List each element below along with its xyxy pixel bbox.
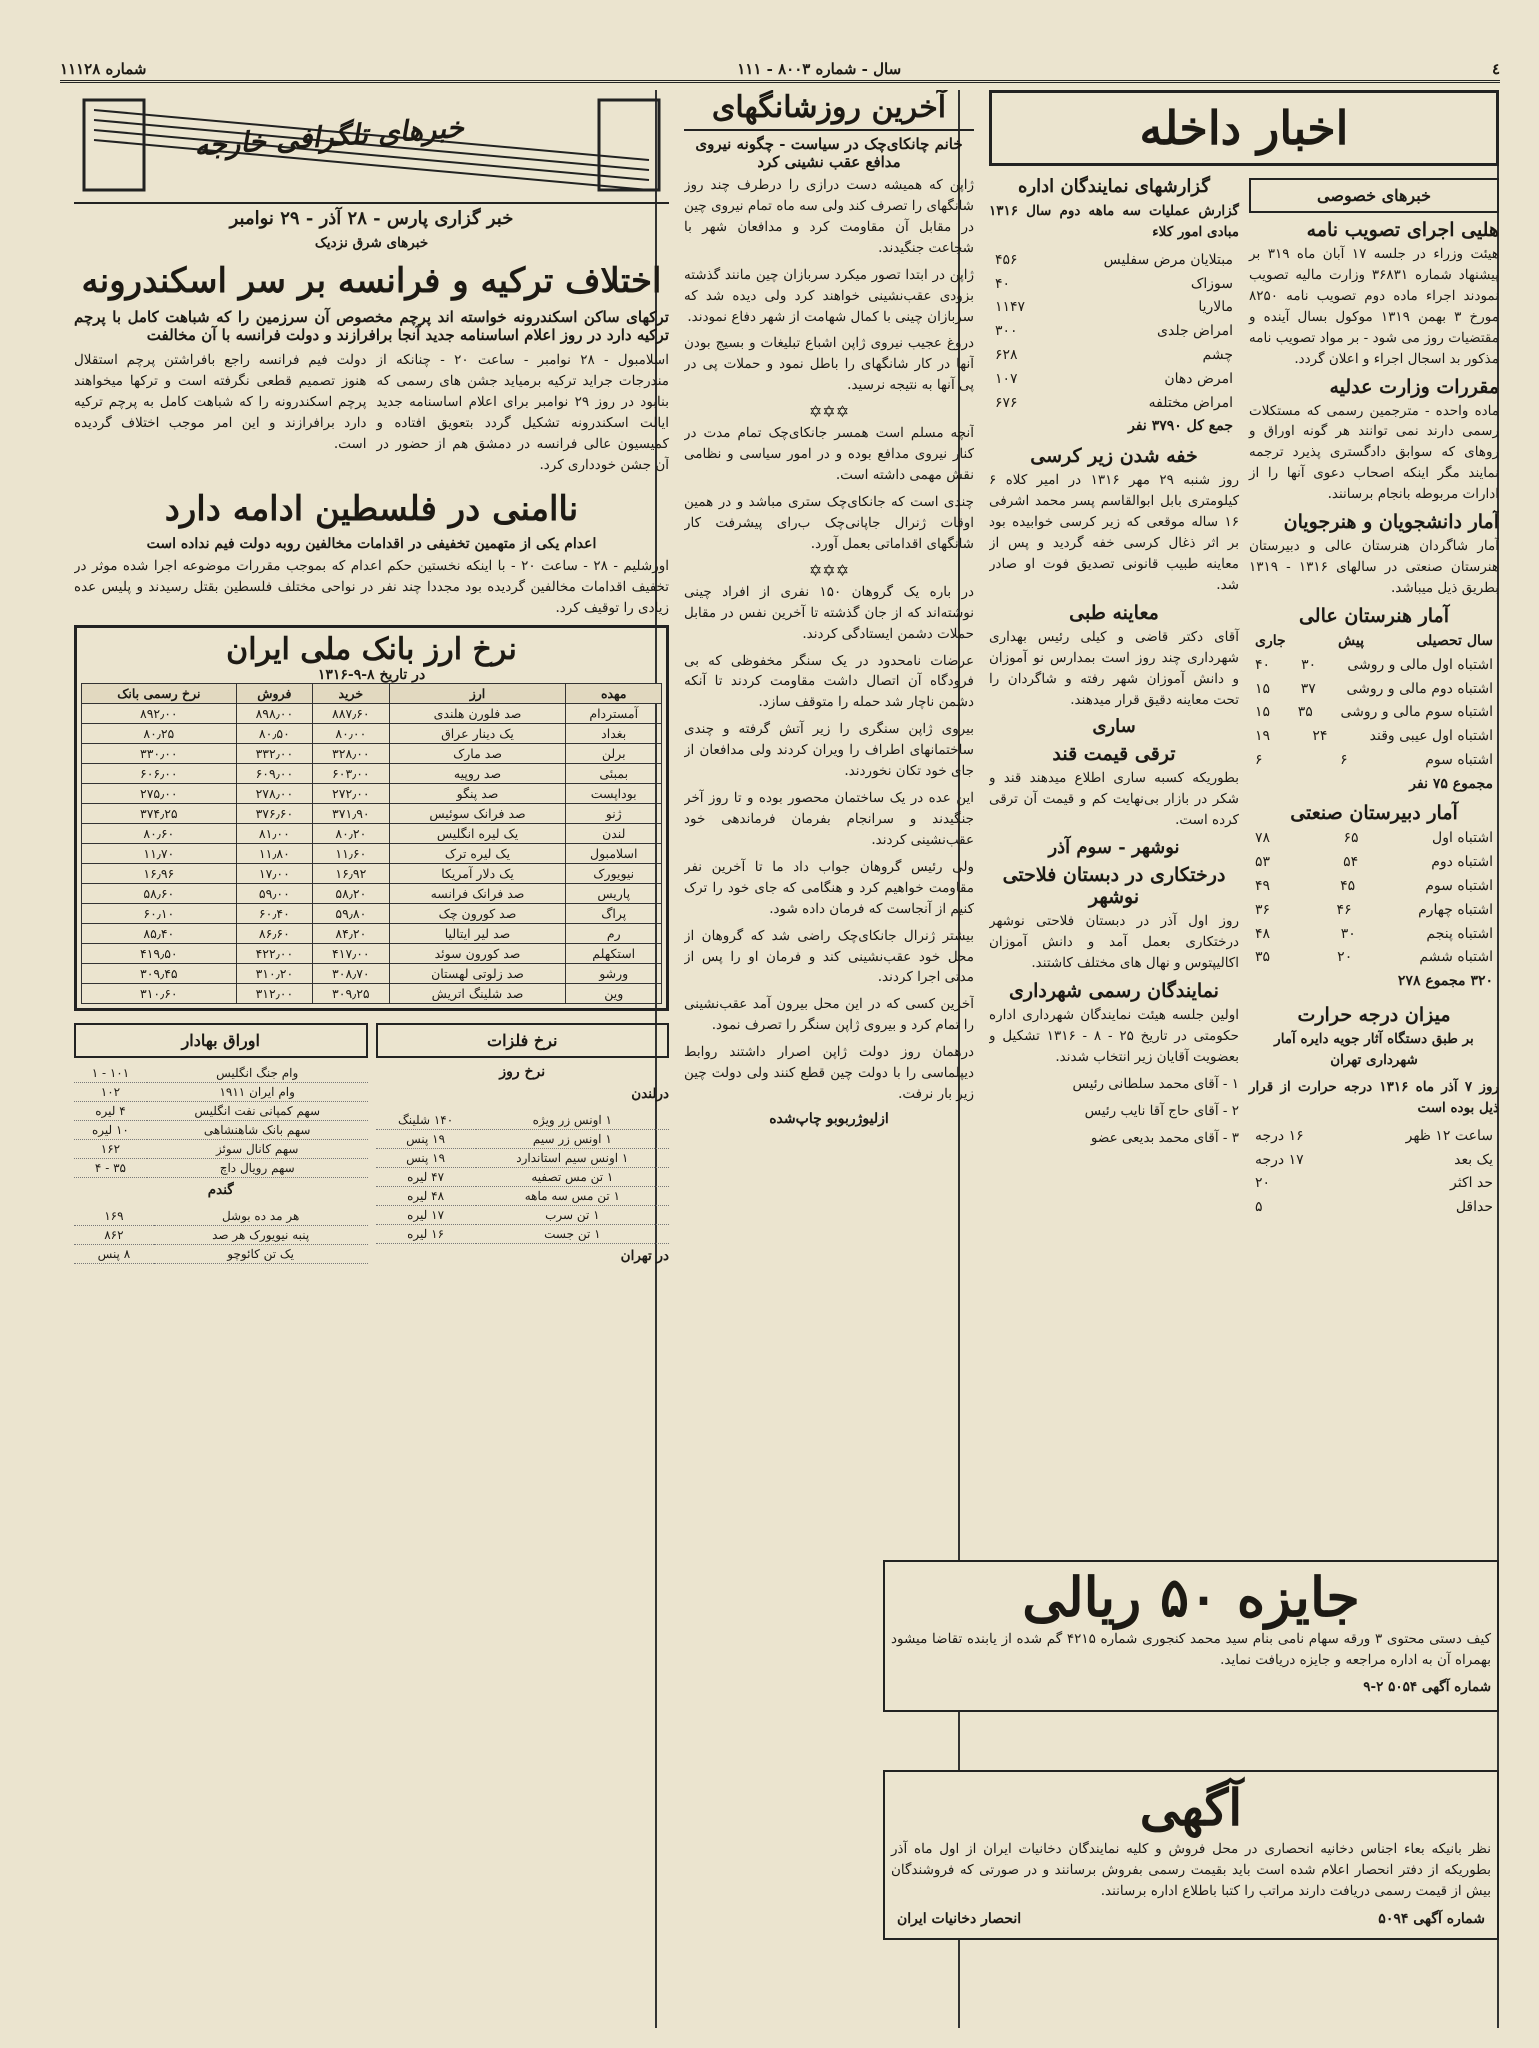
ind-row: اشتباه اول ۶۵ ۷۸ — [1255, 830, 1493, 847]
rate-row-cell: ۵۸٫۲۰ — [313, 884, 389, 904]
rate-row-cell: ۸۵٫۴۰ — [82, 924, 237, 944]
rate-row-cell: ۵۹٫۰۰ — [236, 884, 312, 904]
wheat-row — [74, 1207, 368, 1226]
bond-row-cell: ۴ لیره — [74, 1102, 147, 1121]
mun-text: اولین جلسه هیئت نمایندگان شهرداری اداره حکومتی در تاریخ ۲۵ - ۸ - ۱۳۱۶ تشکیل و بعضویت آقایان زیر انتخاب شدند. — [989, 1006, 1239, 1065]
chiang-para: بیشتر ژنرال جانکای‌چک راضی شد که گروهان از محل خود عقب‌نشینی کند و فرمان او را پس از مدتی اجرا کردند. — [684, 927, 974, 986]
mun-title: نمایندگان رسمی شهرداری — [1009, 979, 1219, 1002]
metal-row-cell: ۱۷ لیره — [376, 1206, 476, 1225]
ind-row: اشتباه پنجم ۳۰ ۴۸ — [1255, 925, 1493, 942]
tree-text: روز اول آذر در دبستان فلاحتی نوشهر درختکاری بعمل آمد و دانش آموزان اکالیپتوس و نهال های مختلف کاشتند. — [989, 913, 1239, 972]
temp-row: یک بعد ۱۷ درجه — [1255, 1151, 1493, 1168]
item-text: آمار شاگردان هنرستان عالی و دبیرستان هنرستان صنعتی در سالهای ۱۳۱۶ - ۱۳۱۹ بطریق ذیل میباشد. — [1249, 538, 1499, 596]
bond-row — [74, 1159, 368, 1178]
rate-row-cell: ۸۴٫۲۰ — [313, 924, 389, 944]
rate-row — [82, 944, 662, 964]
ad-notice — [883, 1770, 1499, 1940]
temp-row: حداقل ۵ — [1255, 1199, 1493, 1216]
stats-row: اشتباه اول مالی و روشی ۳۰ ۴۰ — [1255, 656, 1493, 673]
rate-row-cell: ۸۹۸٫۰۰ — [236, 704, 312, 724]
chiang-para: درهمان روز دولت ژاپن اصرار داشتند روابط دیپلماسی را با دولت چین قطع کنند ولی دولت چین زیر بار نرفت. — [684, 1044, 974, 1103]
rate-row — [82, 804, 662, 824]
tehran-label: در تهران — [620, 1248, 669, 1265]
wheat-row-cell: یک تن کائوچو — [154, 1245, 368, 1264]
stats-row: اشتباه سوم ۶ ۶ — [1255, 751, 1493, 768]
metal-row-cell: ۱۹ پنس — [376, 1149, 476, 1168]
wheat-body — [74, 1207, 368, 1264]
rate-row-cell: ۳۱۰٫۶۰ — [82, 984, 237, 1004]
stats-row: اشتباه دوم مالی و روشی ۳۷ ۱۵ — [1255, 680, 1493, 697]
source-line: خبر گزاری پارس - ۲۸ آذر - ۲۹ نوامبر — [229, 208, 514, 229]
report-row: امراض مختلفه ۶۷۶ — [995, 394, 1233, 411]
special-title: خبرهای خصوصی — [1249, 178, 1499, 213]
metal-row-cell: ۴۷ لیره — [376, 1168, 476, 1187]
chiang-para: ژاپن در ابتدا تصور میکرد سربازان چین مانند گذشته بزودی عقب‌نشینی خواهند کرد ولی دیده شد که سربازان چینی با کمال شهامت از شهر دفاع نمودند. — [684, 266, 974, 325]
rate-row-cell: یک لیره انگلیس — [389, 824, 566, 844]
ad-ref: شماره آگهی ۵۰۹۴ — [1378, 1910, 1485, 1927]
wheat-row — [74, 1245, 368, 1264]
rate-row-cell: ۲۷۵٫۰۰ — [82, 784, 237, 804]
rate-row-cell: ۳۰۹٫۴۵ — [82, 964, 237, 984]
bond-row-cell: سهم بانک شاهنشاهی — [147, 1121, 368, 1140]
rate-row-cell: برلن — [566, 744, 662, 764]
printer-line: ازلیوژربوبو چاپ‌شده — [769, 1110, 889, 1127]
rates-col-official: نرخ رسمی بانک — [82, 684, 237, 704]
metal-row — [376, 1149, 670, 1168]
sari-title: ساری — [1092, 716, 1136, 738]
bond-row-cell: وام ایران ۱۹۱۱ — [147, 1083, 368, 1102]
reports-news — [989, 172, 1239, 1220]
rate-row-cell: صد کورون چک — [389, 904, 566, 924]
rate-row — [82, 724, 662, 744]
stats-total: مجموع ۷۵ نفر — [1409, 775, 1493, 792]
ad-title: آگهی — [1139, 1778, 1243, 1837]
rate-row-cell: ۱۱٫۶۰ — [313, 844, 389, 864]
banner-text: خبرهای تلگرافی خارجه — [193, 110, 465, 163]
metal-row-cell: ۱ تن مس تصفیه — [476, 1168, 669, 1187]
rate-row-cell: صد فرانک فرانسه — [389, 884, 566, 904]
item-head: آمار دانشجویان و هنرجویان — [1283, 511, 1499, 534]
rate-row-cell: پراگ — [566, 904, 662, 924]
rate-row-cell: وین — [566, 984, 662, 1004]
rate-row — [82, 824, 662, 844]
wheat-row-cell: ۸۶۲ — [74, 1226, 154, 1245]
chiang-column — [684, 90, 974, 2028]
temp-note: روز ۷ آذر ماه ۱۳۱۶ درجه حرارت از قرار ذیل بوده است — [1249, 1078, 1499, 1116]
rate-row — [82, 984, 662, 1004]
bond-row-cell: سهم کانال سوئز — [147, 1140, 368, 1159]
rate-row-cell: ۸۱٫۰۰ — [236, 824, 312, 844]
rate-row — [82, 704, 662, 724]
prize-notice — [883, 1560, 1499, 1712]
bond-row-cell: ۱۰۲ — [74, 1083, 147, 1102]
rate-row-cell: ورشو — [566, 964, 662, 984]
rate-row-cell: ۸۸۷٫۶۰ — [313, 704, 389, 724]
headline-1: اختلاف ترکیه و فرانسه بر سر اسکندرونه — [81, 260, 662, 301]
para-1: اسلامبول - ۲۸ نوامبر - ساعت ۲۰ - چنانکه از مندرجات جراید ترکیه برمیاید جشن های رسمی که بنابود در روز ۲۹ نوامبر برای اعلام اساسنامه جدید ایالت اسکندرونه تشکیل گردد بتعویق افتاده و کمیسیون عالی فرانسه در دمشق هم از حضور در آن جشن خودداری کرد. — [376, 352, 669, 474]
rate-row-cell: ۳۲۸٫۰۰ — [313, 744, 389, 764]
bond-row-cell: وام جنگ انگلیس — [147, 1064, 368, 1083]
rate-row-cell: صد فرانک سوئیس — [389, 804, 566, 824]
rate-row-cell: صد روپیه — [389, 764, 566, 784]
rate-row-cell: لندن — [566, 824, 662, 844]
reports-sub: گزارش عملیات سه ماهه دوم سال ۱۳۱۶ مبادی امور کلاء — [989, 203, 1239, 240]
stats-row: اشتباه اول عیبی وقند ۲۴ ۱۹ — [1255, 728, 1493, 745]
rate-row-cell: ۸۰٫۲۰ — [313, 824, 389, 844]
bond-row — [74, 1083, 368, 1102]
ind-row: اشتباه چهارم ۴۶ ۳۶ — [1255, 901, 1493, 918]
metal-row-cell: ۱ تن مس سه ماهه — [476, 1187, 669, 1206]
rate-row-cell: ۶۰٫۴۰ — [236, 904, 312, 924]
rate-row — [82, 924, 662, 944]
prize-title: جایزه ۵۰ ریالی — [1022, 1565, 1360, 1629]
source-line-2: خبرهای شرق نزدیک — [314, 235, 429, 251]
metal-row — [376, 1130, 670, 1149]
rates-col-sell: فروش — [236, 684, 312, 704]
rate-row-cell: ۳۱۲٫۰۰ — [236, 984, 312, 1004]
rate-row-cell: نیویورک — [566, 864, 662, 884]
rate-row-cell: ۳۳۲٫۰۰ — [236, 744, 312, 764]
rate-row-cell: ۳۰۹٫۲۵ — [313, 984, 389, 1004]
rate-row-cell: ۱۷٫۰۰ — [236, 864, 312, 884]
item-text: ماده واحده - مترجمین رسمی که مستکلات رسمی دارند نمی توانند هر گونه اوراق و روهای که سوابق دادگستری پذیرد ترجمه نمایند مگر اینکه اصحاب دعوی آنها را از ادارات مربوطه بانجام برسانند. — [1249, 402, 1499, 503]
metal-row-cell: ۱ تن سرب — [476, 1206, 669, 1225]
health-text: آقای دکتر قاضی و کیلی رئیس بهداری شهرداری چند روز است بمدارس نو آموزان و دانش آموزان شهر رفته و شاگردان را تحت معاینه دقیق قرار میدهند. — [989, 628, 1239, 708]
rate-row-cell: ژنو — [566, 804, 662, 824]
chiang-para: چندی است که جانکای‌چک ستری مباشد و در همین اوقات ژنرال جاپانی‌چک ب‌رای پیشرفت کار شانگهای اقداماتی بعمل آورد. — [684, 493, 974, 552]
rate-row-cell: ۱۱٫۷۰ — [82, 844, 237, 864]
rate-row-cell: ۱۶٫۹۲ — [313, 864, 389, 884]
report-row: امراض جلدی ۳۰۰ — [995, 323, 1233, 340]
stats-title: آمار هنرستان عالی — [1298, 604, 1450, 627]
temp-row: ساعت ۱۲ ظهر ۱۶ درجه — [1255, 1127, 1493, 1144]
rate-row — [82, 884, 662, 904]
rate-row — [82, 744, 662, 764]
bond-row-cell: سهم کمپانی نفت انگلیس — [147, 1102, 368, 1121]
item-text: هیئت وزراء در جلسه ۱۷ آبان ماه ۳۱۹ بر پیشنهاد شماره ۳۶۸۳۱ وزارت مالیه تصویب نمودند اجراء ماده دوم تصویب نامه ۸۲۵۰ مورخ ۳ بهمن ۱۳۱۹ موکول بسال آینده و مقتضیات روز می شود - بر مواد تصویب نامه مذکور بد اسجال اجراء و اعلان گردد. — [1249, 246, 1499, 367]
chiang-para: عرضات نامحدود در یک سنگر مخفوظی که بی فرودگاه آن اتصال داشت مقاومت کردند تا آنکه دشمن ناچار شد حمله را متوقف سازد. — [684, 652, 974, 711]
reports-title: گزارشهای نمایندگان اداره — [1018, 176, 1210, 197]
rate-row-cell: صد پنگو — [389, 784, 566, 804]
bond-row-cell: ۳۵ - ۴ — [74, 1159, 147, 1178]
rate-row — [82, 764, 662, 784]
subhead-2: اعدام یکی از متهمین تخفیفی در اقدامات مخالفین روبه دولت فیم نداده است — [146, 536, 597, 553]
rate-row-cell: ۵۸٫۶۰ — [82, 884, 237, 904]
rate-row-cell: صد زلوتی لهستان — [389, 964, 566, 984]
bond-row-cell: ۱۶۲ — [74, 1140, 147, 1159]
ad-footer — [891, 1908, 1491, 1932]
special-news — [1249, 172, 1499, 1220]
report-row: سوزاک ۴۰ — [995, 275, 1233, 292]
ind-title: آمار دبیرستان صنعتی — [1290, 802, 1458, 825]
rate-row-cell: صد مارک — [389, 744, 566, 764]
mun-member: ۱ - آقای محمد سلطانی رئیس — [1072, 1075, 1239, 1092]
rates-table — [81, 683, 662, 1004]
rate-row-cell: بغداد — [566, 724, 662, 744]
metal-row — [376, 1111, 670, 1130]
rate-row-cell: ۶۰٫۱۰ — [82, 904, 237, 924]
foreign-column — [74, 90, 669, 2028]
chiang-para: بیروی ژاپن سنگری را زیر آتش گرفته و چندی ساختمانهای اطراف را ویران کردند ولی مدافعان از جای خود تکان نخوردند. — [684, 721, 974, 780]
temp-row: حد اکثر ۲۰ — [1255, 1175, 1493, 1192]
sugar-text: بطوریکه کسبه ساری اطلاع میدهند قند و شکر در بازار بی‌نهایت کم و قیمت آن ترقی کرده است. — [989, 770, 1239, 829]
metal-row-cell: ۱۴۰ شلینگ — [376, 1111, 476, 1130]
temp-title: میزان درجه حرارت — [1297, 1004, 1451, 1027]
ad-signature: انحصار دخانیات ایران — [897, 1910, 1022, 1927]
rate-row — [82, 784, 662, 804]
metals-sub: نرخ روز — [499, 1064, 546, 1081]
wheat-row — [74, 1226, 368, 1245]
metal-row-cell: ۱۶ لیره — [376, 1225, 476, 1244]
rate-row-cell: ۳۷۴٫۲۵ — [82, 804, 237, 824]
chiang-para: ولی رئیس گروهان جواب داد ما تا آخرین نفر مقاومت خواهیم کرد و هنگامی که جای خود را ترک کنیم از آنجاست که فرمان داده شود. — [684, 858, 974, 917]
rate-row — [82, 864, 662, 884]
bond-row-cell: ۱۰ لیره — [74, 1121, 147, 1140]
mun-member: ۳ - آقای محمد بدیعی عضو — [1090, 1129, 1239, 1146]
bond-row — [74, 1064, 368, 1083]
health-title: معاینه طبی — [1069, 601, 1159, 624]
metals-body — [376, 1111, 670, 1244]
wheat-table — [74, 1207, 368, 1264]
ad-text: نظر بانیکه بعاء اجناس دخانیه انحصاری در محل فروش و کلیه نمایندگان دخانیات ایران از اول ماه آذر بطوریکه از دفتر انحصار اعلام شده است باید بقیمت رسمی بفروش برسانند و در صورتی که فروشندگان بیش از قیمت رسمی دریافت دارند مراتب را کتبا باطلاع اداره برسانند. — [891, 1841, 1491, 1899]
report-row: مبتلایان مرض سفلیس ۴۵۶ — [995, 251, 1233, 268]
rate-row-cell: ۸۰٫۶۰ — [82, 824, 237, 844]
domestic-title: اخبار داخله — [989, 90, 1499, 166]
metal-row — [376, 1168, 670, 1187]
rate-row-cell: صد شلینگ اتریش — [389, 984, 566, 1004]
bonds-title: اوراق بهادار — [74, 1023, 368, 1058]
wheat-title: گندم — [207, 1182, 234, 1199]
headline-2: ناامنی در فلسطین ادامه دارد — [164, 488, 579, 529]
ind-row: اشتباه دوم ۵۴ ۵۳ — [1255, 854, 1493, 871]
rate-row-cell: ۸۰٫۰۰ — [313, 724, 389, 744]
rate-row-cell: صد کورون سوئد — [389, 944, 566, 964]
rate-row-cell: ۵۹٫۸۰ — [313, 904, 389, 924]
bonds-table — [74, 1064, 368, 1178]
rate-row-cell: ۸۹۲٫۰۰ — [82, 704, 237, 724]
page-number: ٤ — [1491, 60, 1500, 78]
rate-row-cell: بمبئی — [566, 764, 662, 784]
rate-row — [82, 904, 662, 924]
metals-block — [376, 1017, 670, 1273]
issue-line: سال - شماره ۸۰۰۳ - ۱۱۱ — [737, 60, 902, 78]
wheat-row-cell: ۸ پنس — [74, 1245, 154, 1264]
rate-row-cell: ۲۷۲٫۰۰ — [313, 784, 389, 804]
nowshahr-title: نوشهر - سوم آذر — [1048, 837, 1180, 859]
chiang-para: ژاپن که همیشه دست درازی را درطرف چند روز شانگهای را تصرف کند ولی سه ماه تمام نیروی چین در مقابل آن مقاومت کرد و مدافعان شهر با شجاعت جنگیدند. — [684, 177, 974, 256]
top-strip — [60, 58, 1500, 83]
metal-row-cell: ۱ اونس زر ویژه — [476, 1111, 669, 1130]
rate-row-cell: ۱۶٫۹۶ — [82, 864, 237, 884]
chiang-para: در باره یک گروهان ۱۵۰ نفری از افراد چینی نوشته‌اند که از جان گذشته تا آخرین نفس در مقابل حملات دشمن ایستادگی کردند. — [684, 583, 974, 642]
metal-row — [376, 1206, 670, 1225]
london-label: درلندن — [631, 1086, 669, 1103]
item-head: هلیی اجرای تصویب نامه — [1306, 219, 1499, 241]
drown-title: خفه شدن زیر کرسی — [1030, 445, 1198, 468]
rate-row-cell: ۴۱۷٫۰۰ — [313, 944, 389, 964]
rate-row-cell: یک دینار عراق — [389, 724, 566, 744]
item-head: مقررات وزارت عدلیه — [1329, 375, 1499, 398]
rate-row-cell: ۶۰۶٫۰۰ — [82, 764, 237, 784]
rate-row — [82, 964, 662, 984]
rates-col-currency: ارز — [389, 684, 566, 704]
chiang-title: آخرین روزشانگهای — [684, 90, 974, 131]
mun-member: ۲ - آقای حاج آقا نایب رئیس — [1084, 1102, 1239, 1119]
metal-row — [376, 1225, 670, 1244]
rate-row-cell: بوداپست — [566, 784, 662, 804]
wheat-row-cell: ۱۶۹ — [74, 1207, 154, 1226]
bond-row — [74, 1140, 368, 1159]
rate-row-cell: ۳۷۶٫۶۰ — [236, 804, 312, 824]
rate-row-cell: ۳۳۰٫۰۰ — [82, 744, 237, 764]
metal-row — [376, 1187, 670, 1206]
sugar-title: ترقی قیمت قند — [1052, 743, 1176, 766]
rate-row-cell: صد لیر ایتالیا — [389, 924, 566, 944]
drown-text: روز شنبه ۲۹ مهر ۱۳۱۶ در امیر کلاه ۶ کیلومتری بابل ابوالقاسم پسر محمد اشرفی ۱۶ ساله موقعی که زیر کرسی خوابیده بود بر اثر ذغال کرسی خفه گردید و پس از معاینه طبیب قانونی تصدیق فوت او صادر شد. — [989, 472, 1239, 593]
reports-total: جمع کل ۳۷۹۰ نفر — [1128, 418, 1233, 435]
prize-ref: شماره آگهی ۵۰۵۴ ۲-۹ — [1363, 1679, 1491, 1696]
metals-title: نرخ فلزات — [376, 1023, 670, 1058]
report-row: چشم ۶۲۸ — [995, 347, 1233, 364]
rate-row-cell: پاریس — [566, 884, 662, 904]
ind-total: ۳۲۰ مجموع ۲۷۸ — [1397, 973, 1493, 990]
report-row: امرض دهان ۱۰۷ — [995, 370, 1233, 387]
metal-row-cell: ۱۹ پنس — [376, 1130, 476, 1149]
wheat-row-cell: پنبه نیویورک هر صد — [154, 1226, 368, 1245]
prize-text: کیف دستی محتوی ۳ ورقه سهام نامی بنام سید محمد کنجوری شماره ۴۲۱۵ گم شده از یابنده تقاضا میشود بهمراه آن به اداره مراجعه و جایزه دریافت نماید. — [891, 1631, 1492, 1669]
exchange-rates-box — [74, 625, 669, 1011]
metal-row-cell: ۱ اونس زر سیم — [476, 1130, 669, 1149]
rate-row-cell: یک دلار آمریکا — [389, 864, 566, 884]
rate-row-cell: ۴۱۹٫۵۰ — [82, 944, 237, 964]
rates-date: در تاریخ ۸-۹-۱۳۱۶ — [317, 667, 426, 684]
metal-row-cell: ۱ اونس سیم استاندارد — [476, 1149, 669, 1168]
ind-row: اشتباه سوم ۴۵ ۴۹ — [1255, 878, 1493, 895]
rate-row-cell: ۳۱۰٫۲۰ — [236, 964, 312, 984]
temp-sub: بر طبق دستگاه آثار جویه دایره آمار شهرداری تهران — [1274, 1031, 1474, 1068]
rate-row-cell: ۸۰٫۲۵ — [82, 724, 237, 744]
chiang-para: آخرین کسی که در این محل بیرون آمد عقب‌نشینی را تمام کرد و بیروی ژاپن سنگر را تصرف نمود. — [684, 996, 974, 1034]
bonds-body — [74, 1064, 368, 1178]
chiang-para: دروغ عجیب نیروی ژاپن اشباع تبلیغات و بسیج بودن آنها در کار شانگهای را باطل نمود و حملات پی در پی آنها به نتیجه نرسید. — [684, 335, 974, 394]
rates-body — [82, 704, 662, 1004]
bond-row — [74, 1102, 368, 1121]
wheat-row-cell: هر مد ده بوشل — [154, 1207, 368, 1226]
rate-row-cell: یک لیره ترک — [389, 844, 566, 864]
bond-row-cell: سهم رویال داچ — [147, 1159, 368, 1178]
chiang-para: این عده در یک ساختمان محصور بوده و تا روز آخر جنگیدند و سرانجام بفرمان فرماندهی خود عقب‌نشینی کردند. — [684, 790, 974, 848]
para-2: دولت فیم فرانسه راجع بافراشتن پرچم استقلال هنوز تصمیم قطعی نگرفته است و ترکها میخواهند پرچم اسکندرونه را که شباهت کامل به پرچم ترکیه دارد برافرازند و این امر موجب اختلاف گردیده است. — [74, 352, 367, 453]
rates-col-city: مهده — [566, 684, 662, 704]
rate-row-cell: آمستردام — [566, 704, 662, 724]
bond-row-cell: ۱۰۱ - ۱ — [74, 1064, 147, 1083]
ind-row: اشتباه ششم ۲۰ ۳۵ — [1255, 949, 1493, 966]
foreign-banner — [74, 90, 669, 204]
metal-row-cell: ۴۸ لیره — [376, 1187, 476, 1206]
rate-row-cell: ۶۰۳٫۰۰ — [313, 764, 389, 784]
rate-row-cell: ۳۷۱٫۹۰ — [313, 804, 389, 824]
metals-table — [376, 1111, 670, 1244]
rate-row-cell: ۸۶٫۶۰ — [236, 924, 312, 944]
report-row: مالاریا ۱۱۴۷ — [995, 299, 1233, 316]
rate-row-cell: ۸۰٫۵۰ — [236, 724, 312, 744]
rate-row-cell: ۶۰۹٫۰۰ — [236, 764, 312, 784]
rate-row-cell: صد فلورن هلندی — [389, 704, 566, 724]
chiang-para: آنچه مسلم است همسر جانکای‌چک تمام مدت در کنار نیروی مدافع بوده و در امور سیاسی و نظامی نقش مهمی داشته است. — [684, 425, 974, 484]
star-divider: ✡✡✡ — [808, 560, 850, 580]
rates-title: نرخ ارز بانک ملی ایران — [226, 632, 517, 668]
star-divider: ✡✡✡ — [808, 402, 850, 422]
domestic-column — [989, 90, 1499, 2028]
subhead-1: ترکهای ساکن اسکندرونه خواسته اند پرچم مخصوص آن سرزمین را که شباهت کامل با پرچم ترکیه دارد در روز اعلام اساسنامه جدید آنجا برافرازند و دولت فرانسه با آن مخالفت — [74, 308, 669, 345]
rate-row-cell: ۲۷۸٫۰۰ — [236, 784, 312, 804]
tree-title: درختکاری در دبستان فلاحتی نوشهر — [1002, 864, 1226, 909]
rate-row-cell: ۳۰۸٫۷۰ — [313, 964, 389, 984]
issue-number: شماره ۱۱۱۲۸ — [60, 60, 147, 78]
stats-row: اشتباه سوم مالی و روشی ۳۵ ۱۵ — [1255, 704, 1493, 721]
rate-row-cell: ۱۱٫۸۰ — [236, 844, 312, 864]
rate-row-cell: اسلامبول — [566, 844, 662, 864]
rate-row — [82, 844, 662, 864]
rates-col-buy: خرید — [313, 684, 389, 704]
bonds-block — [74, 1017, 368, 1273]
stats-header: سال تحصیلی پیش جاری — [1255, 632, 1493, 649]
chiang-subtitle: خانم چانکای‌چک در سیاست - چگونه نیروی مدافع عقب نشینی کرد — [695, 135, 963, 171]
rate-row-cell: استکهلم — [566, 944, 662, 964]
rate-row-cell: ۴۲۲٫۰۰ — [236, 944, 312, 964]
rate-row-cell: رم — [566, 924, 662, 944]
bond-row — [74, 1121, 368, 1140]
para-3: اورشلیم - ۲۸ - ساعت ۲۰ - با اینکه نخستین حکم اعدام که بموجب مقررات موضوعه اجرا شده موثر در تخفیف اقدامات مخالفین گردیده بود مجددا چند نفر در نواحی مختلف فلسطین بقتل رسیدند و پلیس عده زیادی را توقیف کرد. — [74, 558, 669, 617]
metal-row-cell: ۱ تن جست — [476, 1225, 669, 1244]
